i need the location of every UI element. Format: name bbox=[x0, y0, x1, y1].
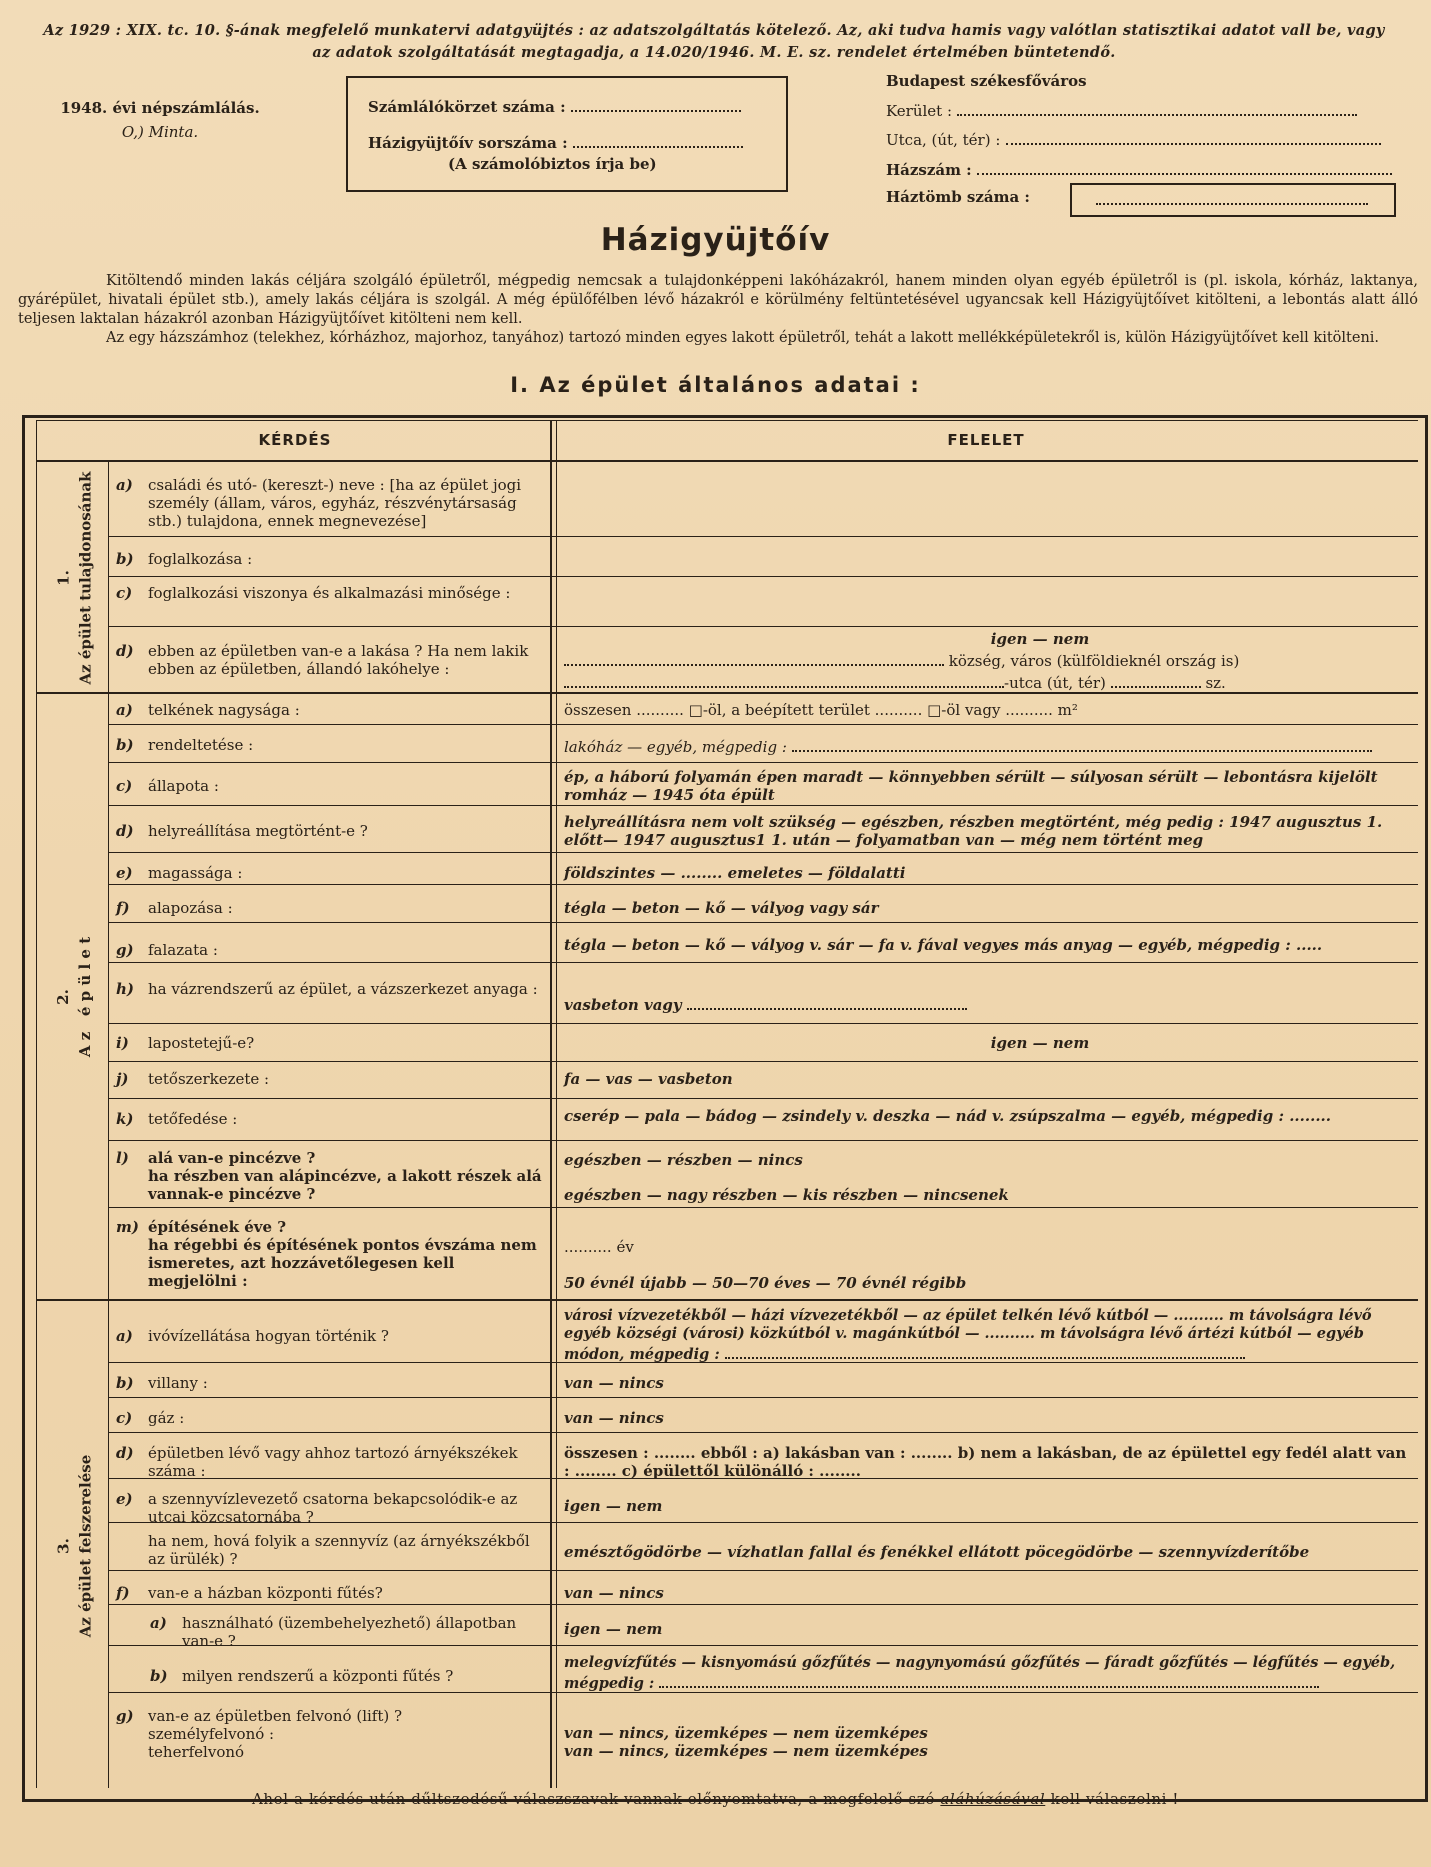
question-walls: g) falazata : bbox=[116, 941, 218, 959]
row-rule bbox=[108, 1098, 1418, 1099]
intro-paragraph-2: Az egy házszámhoz (telekhez, kórházhoz, majorhoz, tanyához) tartozó minden egyes lakott épületről, tehát a lakott mellékképületekről is, külön Házigyüjtőívet kell kitölteni. bbox=[106, 330, 1380, 346]
question-roof-structure: j) tetőszerkezete : bbox=[116, 1070, 270, 1088]
answer-heating-usable[interactable]: igen — nem bbox=[564, 1620, 663, 1638]
serial-number-label: Házigyüjtőív sorszáma : bbox=[368, 134, 568, 152]
answer-condition[interactable]: ép, a háború folyamán épen maradt — könnyebben sérült — súlyosan sérült — lebontásra kijelölt romház — 1945 óta épült bbox=[564, 768, 1378, 804]
water-supply-other-field[interactable] bbox=[725, 1343, 1245, 1359]
group-building-label: 2. A z é p ü l e t bbox=[54, 936, 95, 1058]
question-sewer: e) a szennyvízlevezető csatorna bekapcsolódik-e az utcai közcsatornába ? bbox=[116, 1490, 518, 1526]
question-gas: c) gáz : bbox=[116, 1409, 185, 1427]
row-rule bbox=[108, 805, 1418, 806]
row-rule bbox=[108, 1061, 1418, 1062]
house-number-field[interactable] bbox=[977, 159, 1392, 175]
row-rule bbox=[108, 1140, 1418, 1141]
answer-electricity[interactable]: van — nincs bbox=[564, 1374, 664, 1392]
answer-roof-structure[interactable]: fa — vas — vasbeton bbox=[564, 1070, 733, 1088]
district-number-label: Számlálókörzet száma : bbox=[368, 98, 566, 116]
group-column-divider bbox=[108, 462, 109, 1788]
question-water-supply: a) ivóvízellátása hogyan történik ? bbox=[116, 1327, 389, 1345]
row-rule bbox=[108, 762, 1418, 763]
question-frame-material: h) ha vázrendszerű az épület, a vázszerkezet anyaga : bbox=[116, 980, 538, 998]
answer-roofing[interactable]: cserép — pala — bádog — zsindely v. deszka — nád v. zsúpszalma — egyéb, mégpedig : ........ bbox=[564, 1107, 1331, 1125]
question-owner-employment: c) foglalkozási viszonya és alkalmazási minősége : bbox=[116, 584, 511, 602]
row-rule bbox=[108, 1604, 1418, 1605]
answer-owner-residence-yes-no[interactable]: igen — nem bbox=[990, 630, 1090, 648]
answer-plot-size[interactable]: összesen .......... □-öl, a beépített terület .......... □-öl vagy .......... m² bbox=[564, 701, 1078, 719]
answer-cellar-inhabited[interactable]: egészben — nagy részben — kis részben — nincsenek bbox=[564, 1186, 1009, 1204]
answer-height[interactable]: földszintes — ........ emeletes — földalatti bbox=[564, 864, 906, 882]
footer-instruction: Ahol a kérdés után dűltszedésű válaszszavak vannak előnyomtatva, a megfelelő szó aláhúzásával kell válaszolni ! bbox=[251, 1790, 1180, 1808]
block-number-label: Háztömb száma : bbox=[886, 188, 1030, 206]
question-sewage-destination: ha nem, hová folyik a szennyvíz (az árnyékszékből az ürülék) ? bbox=[148, 1532, 530, 1568]
header-bottom-rule bbox=[36, 460, 1418, 462]
answer-flat-roof[interactable]: igen — nem bbox=[990, 1034, 1090, 1052]
section-title: I. Az épület általános adatai : bbox=[510, 373, 921, 397]
form-title: Házigyüjtőív bbox=[600, 222, 831, 258]
answer-walls[interactable]: tégla — beton — kő — vályog v. sár — fa v. fával vegyes más anyag — egyéb, mégpedig : ..... bbox=[564, 936, 1323, 954]
question-owner-residence: d) ebben az épületben van-e a lakása ? Ha nem lakik ebben az épületben, állandó lakóhelye : bbox=[116, 642, 529, 678]
intro-paragraph-1: Kitöltendő minden lakás céljára szolgáló épületről, mégpedig nemcsak a tulajdonképpeni lakóházakról, hanem minden olyan egyéb épületről is (pl. iskola, kórház, laktanya, gyárépület, hivatali épület stb.), amely lakás céljára is szolgál. A még épülőfélben lévő házakról e körülmény feltüntetésével ugyancsak kell Házigyüjtőívet kitölteni, a lebontás alatt álló teljesen laktalan házakról azonban Házigyüjtőívet kitölteni nem kell. bbox=[18, 273, 1418, 327]
answer-toilets[interactable]: összesen : ........ ebből : a) lakásban van : ........ b) nem a lakásban, de az épülettel egy fedél alatt van : ........ c) épülettől különálló : ........ bbox=[564, 1444, 1407, 1480]
question-roofing: k) tetőfedése : bbox=[116, 1110, 238, 1128]
street-label: Utca, (út, tér) : bbox=[886, 131, 1001, 149]
row-rule bbox=[108, 536, 1418, 537]
group-owner-label: 1. Az épület tulajdonosának bbox=[54, 471, 95, 685]
row-rule bbox=[108, 576, 1418, 577]
row-rule bbox=[36, 1299, 1418, 1301]
row-rule bbox=[108, 1023, 1418, 1024]
sample-mark: O,) Minta. bbox=[121, 123, 199, 141]
row-rule bbox=[108, 852, 1418, 853]
legal-notice-line-2: az adatok szolgáltatását megtagadja, a 14.020/1946. M. E. sz. rendelet értelmében büntetendő. bbox=[312, 44, 1116, 61]
question-toilets: d) épületben lévő vagy ahhoz tartozó árnyékszékek száma : bbox=[116, 1444, 518, 1480]
answer-sewage-destination[interactable]: emésztőgödörbe — vízhatlan fallal és fenékkel ellátott pöcegödörbe — szennyvízderítőbe bbox=[564, 1543, 1310, 1561]
block-number-dots bbox=[1096, 189, 1368, 205]
answer-frame-material[interactable]: vasbeton vagy bbox=[564, 996, 682, 1014]
residence-number-field[interactable] bbox=[1111, 672, 1201, 688]
frame-material-other-field[interactable] bbox=[687, 994, 967, 1010]
question-plot-size: a) telkének nagysága : bbox=[116, 701, 300, 719]
question-owner-occupation: b) foglalkozása : bbox=[116, 550, 253, 568]
question-owner-name: a) családi és utó- (kereszt-) neve : [ha az épület jogi személy (állam, város, egyház, részvénytársaság stb.) tulajdona, ennek megnevezése] bbox=[116, 476, 522, 530]
answer-heating-type[interactable]: melegvízfűtés — kisnyomású gőzfűtés — nagynyomású gőzfűtés — fáradt gőzfűtés — légfűtés — egyéb, mégpedig : bbox=[564, 1654, 1396, 1692]
answer-purpose[interactable]: lakóház — egyéb, mégpedig : bbox=[564, 738, 787, 756]
question-condition: c) állapota : bbox=[116, 777, 219, 795]
row-rule bbox=[108, 626, 1418, 627]
question-flat-roof: i) lapostetejű-e? bbox=[116, 1034, 255, 1052]
question-foundation: f) alapozása : bbox=[116, 899, 233, 917]
answer-freight-elevator[interactable]: van — nincs, üzemképes — nem üzemképes bbox=[564, 1742, 928, 1760]
question-elevator: g) van-e az épületben felvonó (lift) ? személyfelvonó : teherfelvonó bbox=[116, 1707, 403, 1761]
block-number-field[interactable] bbox=[1070, 183, 1396, 217]
legal-notice-line-1: Az 1929 : XIX. tc. 10. §-ának megfelelő munkatervi adatgyüjtés : az adatszolgáltatás kötelező. Az, aki tudva hamis vagy valótlan statisztikai adatot vall be, vagy bbox=[43, 22, 1385, 39]
legal-notice bbox=[14, 20, 1414, 64]
row-rule bbox=[108, 724, 1418, 725]
footer-underline-word: aláhúzásával bbox=[940, 1790, 1046, 1808]
row-rule bbox=[108, 1570, 1418, 1571]
house-number-label: Házszám : bbox=[886, 161, 972, 179]
answer-gas[interactable]: van — nincs bbox=[564, 1409, 664, 1427]
question-heating-usable: a) használható (üzembehelyezhető) állapotban van-e ? bbox=[150, 1614, 517, 1650]
answer-build-year[interactable]: .......... év bbox=[564, 1238, 634, 1256]
residence-street-field[interactable] bbox=[564, 672, 1004, 688]
question-build-year: m) építésének éve ? ha régebbi és építésének pontos évszáma nem ismeretes, azt hozzávetőlegesen kell megjelölni : bbox=[116, 1218, 537, 1290]
row-rule bbox=[108, 1397, 1418, 1398]
answer-owner-occupation[interactable] bbox=[564, 545, 1416, 575]
question-cellar: l) alá van-e pincézve ? ha részben van alápincézve, a lakott részek alá vannak-e pincézve ? bbox=[116, 1149, 542, 1203]
district-label: Kerület : bbox=[886, 102, 953, 120]
group-equipment-label: 3. Az épület felszerelése bbox=[54, 1454, 94, 1637]
row-rule bbox=[108, 884, 1418, 885]
answer-owner-employment[interactable] bbox=[564, 584, 1416, 624]
street-field[interactable] bbox=[1006, 129, 1381, 145]
question-restoration: d) helyreállítása megtörtént-e ? bbox=[116, 822, 368, 840]
answer-central-heating[interactable]: van — nincs bbox=[564, 1584, 664, 1602]
city-name: Budapest székesfőváros bbox=[886, 72, 1087, 90]
question-column-header: KÉRDÉS bbox=[258, 431, 332, 449]
intro-text bbox=[18, 272, 1418, 348]
answer-passenger-elevator[interactable]: van — nincs, üzemképes — nem üzemképes bbox=[564, 1724, 928, 1742]
row-rule bbox=[108, 1432, 1418, 1433]
heating-type-other-field[interactable] bbox=[659, 1672, 1319, 1688]
answer-restoration[interactable]: helyreállításra nem volt szükség — egészben, részben megtörtént, még pedig : 1947 augusztus 1. előtt— 1947 augusztus1 1. után — folyamatban van — még nem történt meg bbox=[564, 813, 1383, 849]
question-height: e) magassága : bbox=[116, 864, 243, 882]
residence-town-field[interactable] bbox=[564, 650, 944, 666]
answer-owner-residence-street: -utca (út, tér) bbox=[1004, 674, 1106, 692]
row-rule bbox=[108, 962, 1418, 963]
answer-column-header: FELELET bbox=[947, 431, 1025, 449]
enumerator-box bbox=[346, 76, 788, 192]
answer-water-supply[interactable]: városi vízvezetékből — házi vízvezetékből — az épület telkén lévő kútból — .......... m távolságra lévő egyéb községi (városi) közkútból v. magánkútból — .......... m távolságra lévő ártézi kútból — egyéb módon, mégpedig : bbox=[564, 1307, 1372, 1363]
answer-cellar[interactable]: egészben — részben — nincs bbox=[564, 1151, 803, 1169]
answer-build-age[interactable]: 50 évnél újabb — 50—70 éves — 70 évnél régibb bbox=[564, 1274, 967, 1292]
row-rule bbox=[36, 692, 1418, 694]
question-central-heating: f) van-e a házban központi fűtés? bbox=[116, 1584, 383, 1602]
district-field[interactable] bbox=[957, 100, 1357, 116]
question-heating-type: b) milyen rendszerű a központi fűtés ? bbox=[150, 1667, 454, 1685]
question-electricity: b) villany : bbox=[116, 1374, 208, 1392]
table-left-border bbox=[36, 420, 37, 1788]
census-year: 1948. évi népszámlálás. bbox=[60, 99, 260, 117]
question-purpose: b) rendeltetése : bbox=[116, 736, 254, 754]
row-rule bbox=[108, 922, 1418, 923]
answer-owner-name[interactable] bbox=[564, 476, 1416, 536]
serial-number-field[interactable] bbox=[573, 132, 743, 148]
answer-owner-residence-number: sz. bbox=[1205, 674, 1226, 692]
answer-owner-residence-town: község, város (külföldieknél ország is) bbox=[948, 652, 1240, 670]
enumerator-note: (A számolóbiztos írja be) bbox=[448, 155, 657, 173]
answer-sewer[interactable]: igen — nem bbox=[564, 1497, 663, 1515]
census-label bbox=[40, 96, 280, 144]
purpose-other-field[interactable] bbox=[792, 736, 1372, 752]
district-number-field[interactable] bbox=[571, 96, 741, 112]
header-top-rule bbox=[36, 420, 1418, 421]
row-rule bbox=[108, 1207, 1418, 1208]
answer-foundation[interactable]: tégla — beton — kő — vályog vagy sár bbox=[564, 899, 879, 917]
